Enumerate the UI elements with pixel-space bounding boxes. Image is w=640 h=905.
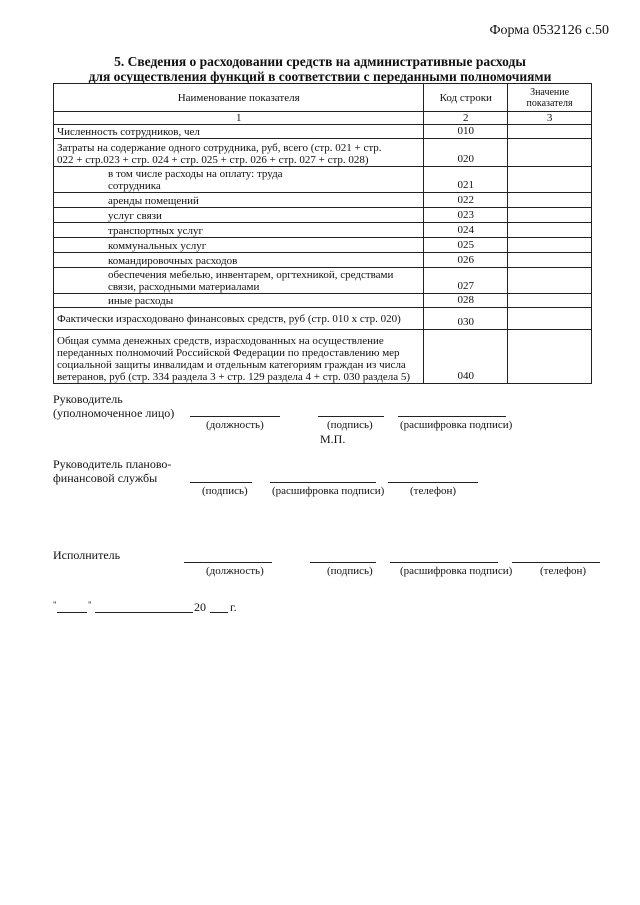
row-022-value (508, 193, 592, 208)
row-027-value (508, 268, 592, 294)
row-023-name: услуг связи (54, 208, 424, 223)
executor-label: Исполнитель (53, 548, 121, 562)
col-number-2: 2 (424, 112, 508, 125)
row-021-name: в том числе расходы на оплату: труда сотрудника (54, 167, 424, 193)
row-040-name: Общая сумма денежных средств, израсходованных на осуществление переданных полномочий Российской Федерации по предоставлению мер социальной защиты инвалидам и отдельным категориям граждан из числа ветеранов, руб (стр. 334 раздела 3 + стр. 129 раздела 4 + стр. 030 раздела 5) (54, 330, 424, 384)
col-number-1: 1 (54, 112, 424, 125)
header-code: Код строки (424, 84, 508, 112)
row-030-name: Фактически израсходовано финансовых средств, руб (стр. 010 х стр. 020) (54, 308, 424, 330)
form-code: Форма 0532126 с.50 (489, 23, 609, 38)
row-023-value (508, 208, 592, 223)
header-value: Значение показателя (508, 84, 592, 112)
fin-phone-caption: (телефон) (410, 485, 457, 497)
row-025-value (508, 238, 592, 253)
row-024-value (508, 223, 592, 238)
date-year-suffix: г. (230, 600, 237, 614)
date-month-line[interactable] (95, 612, 193, 613)
row-021-value (508, 167, 592, 193)
exec-phone-line[interactable] (512, 562, 600, 563)
row-028-name: иные расходы (54, 294, 424, 308)
row-021-code: 021 (424, 167, 508, 193)
date-quote-open: " (53, 600, 57, 610)
row-027-name: обеспечения мебелью, инвентарем, оргтехникой, средствами связи, расходными материалами (54, 268, 424, 294)
fin-signature-line[interactable] (190, 482, 252, 483)
date-year-prefix: 20 (194, 600, 206, 614)
exec-position-line[interactable] (184, 562, 272, 563)
head-position-caption: (должность) (206, 419, 264, 431)
fin-phone-line[interactable] (388, 482, 478, 483)
head-decoding-line[interactable] (398, 416, 506, 417)
row-028-value (508, 294, 592, 308)
expenses-table (53, 83, 592, 384)
fin-head-label-sub: финансовой службы (53, 471, 158, 485)
row-028-code: 028 (424, 294, 508, 308)
section-subtitle: для осуществления функций в соответствии с переданными полномочиями (88, 69, 552, 84)
row-010-code: 010 (424, 125, 508, 139)
date-year-line[interactable] (210, 612, 228, 613)
fin-signature-caption: (подпись) (202, 485, 248, 497)
exec-signature-caption: (подпись) (327, 565, 373, 577)
head-signature-line[interactable] (318, 416, 384, 417)
row-010-value (508, 125, 592, 139)
date-quote-close: " (88, 600, 92, 610)
row-040-value (508, 330, 592, 384)
row-026-value (508, 253, 592, 268)
exec-phone-caption: (телефон) (540, 565, 587, 577)
row-026-code: 026 (424, 253, 508, 268)
section-title: 5. Сведения о расходовании средств на административные расходы (114, 54, 526, 69)
row-022-name: аренды помещений (54, 193, 424, 208)
head-label-sub: (уполномоченное лицо) (53, 406, 175, 420)
exec-signature-line[interactable] (310, 562, 376, 563)
row-024-name: транспортных услуг (54, 223, 424, 238)
row-026-name: командировочных расходов (54, 253, 424, 268)
row-025-code: 025 (424, 238, 508, 253)
fin-head-label: Руководитель планово- (53, 457, 172, 471)
exec-position-caption: (должность) (206, 565, 264, 577)
fin-decoding-caption: (расшифровка подписи) (272, 485, 385, 497)
row-024-code: 024 (424, 223, 508, 238)
header-name: Наименование показателя (54, 84, 424, 112)
row-023-code: 023 (424, 208, 508, 223)
head-signature-caption: (подпись) (327, 419, 373, 431)
date-day-line[interactable] (57, 612, 87, 613)
row-020-value (508, 139, 592, 167)
col-number-3: 3 (508, 112, 592, 125)
row-040-code: 040 (424, 330, 508, 384)
head-label: Руководитель (53, 392, 123, 406)
head-decoding-caption: (расшифровка подписи) (400, 419, 513, 431)
row-020-code: 020 (424, 139, 508, 167)
row-027-code: 027 (424, 268, 508, 294)
stamp-place: М.П. (320, 432, 346, 446)
row-022-code: 022 (424, 193, 508, 208)
row-025-name: коммунальных услуг (54, 238, 424, 253)
row-030-value (508, 308, 592, 330)
head-position-line[interactable] (190, 416, 280, 417)
fin-decoding-line[interactable] (270, 482, 376, 483)
exec-decoding-caption: (расшифровка подписи) (400, 565, 513, 577)
row-030-code: 030 (424, 308, 508, 330)
row-020-name: Затраты на содержание одного сотрудника, руб, всего (стр. 021 + стр. 022 + стр.023 + стр. 024 + стр. 025 + стр. 026 + стр. 027 + стр. 028) (54, 139, 424, 167)
row-010-name: Численность сотрудников, чел (54, 125, 424, 139)
exec-decoding-line[interactable] (390, 562, 498, 563)
